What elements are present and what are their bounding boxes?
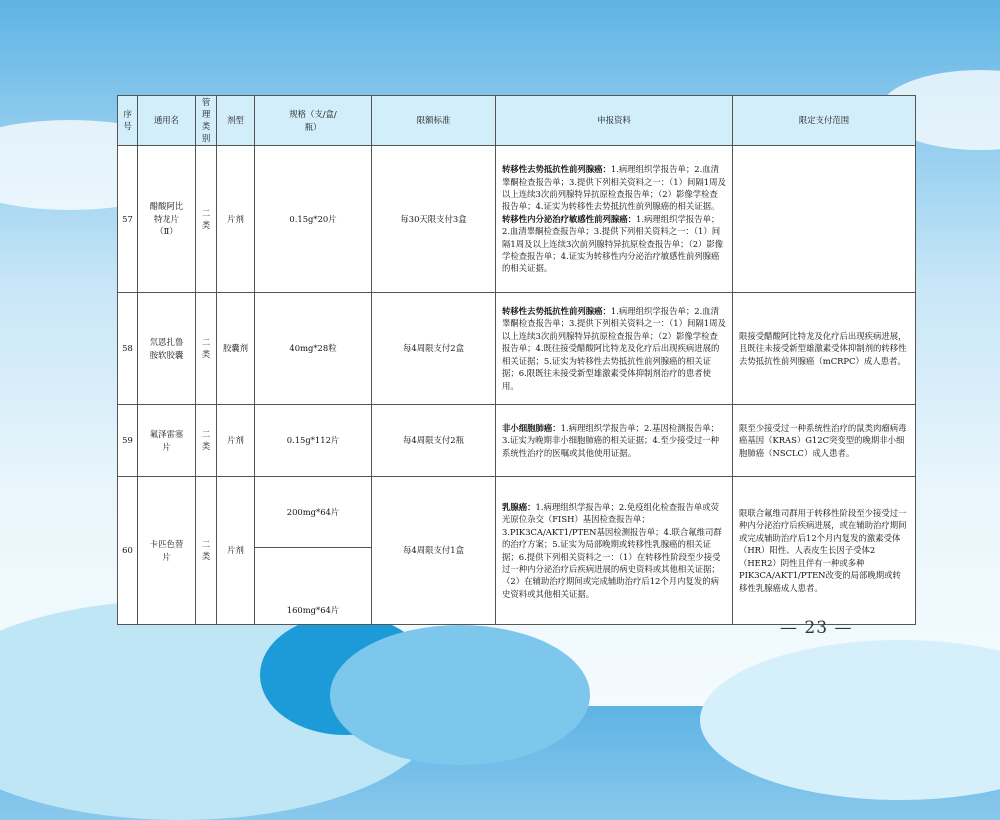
page-number: — 23 — [780,618,853,638]
docs-text: 1.病理组织学报告单；2.血清睾酮检查报告单；3.提供下列相关资料之一：（1）间隔1周及以上连续3次前列腺特异抗原检查报告单；（2）影像学检查报告单；4.证实为转移性内分泌治疗敏感性前列腺癌的相关证据。 [502,213,724,274]
cell-scope: 限至少接受过一种系统性治疗的鼠类肉瘤病毒癌基因（KRAS）G12C突变型的晚期非小细胞肺癌（NSCLC）成人患者。 [733,405,916,477]
header-no: 序号 [118,96,138,146]
cell-spec: 0.15g*112片 [255,405,372,477]
cell-limit: 每4周限支付1盒 [372,477,496,625]
cell-mgmt: 二类 [196,293,217,405]
header-docs: 申报资料 [496,96,733,146]
cell-spec: 40mg*28粒 [255,293,372,405]
docs-text: 1.病理组织学报告单；2.血清睾酮检查报告单；3.提供下列相关资料之一：（1）间隔1周及以上连续3次前列腺特异抗原检查报告单；（2）影像学检查报告单；4.既往接受醋酸阿比特龙及化疗后出现疾病进展的相关证据；5.证实为转移性去势抵抗性前列腺癌的相关证据；6.限既往未接受新型雄激素受体抑制剂治疗的患者使用。 [502,306,726,391]
cell-limit: 每4周限支付2盒 [372,293,496,405]
cell-form: 片剂 [217,405,255,477]
cell-no: 59 [118,405,138,477]
cell-no: 57 [118,146,138,293]
cell-scope: 限接受醋酸阿比特龙及化疗后出现疾病进展，且既往未接受新型雄激素受体抑制剂的转移性去势抵抗性前列腺癌（mCRPC）成人患者。 [733,293,916,405]
cell-limit: 每30天限支付3盒 [372,146,496,293]
docs-heading: 转移性内分泌治疗敏感性前列腺癌： [502,213,636,224]
table-row [118,293,916,405]
cell-mgmt: 二类 [196,146,217,293]
cell-mgmt: 二类 [196,405,217,477]
cell-name: 卡匹色替片 [138,477,196,625]
docs-heading: 转移性去势抵抗性前列腺癌： [502,306,611,317]
cell-no: 58 [118,293,138,405]
hill-decoration [330,625,590,765]
cell-spec: 160mg*64片 [255,548,372,625]
drug-table [117,95,916,625]
cell-spec: 0.15g*20片 [255,146,372,293]
cell-scope: 限联合氟维司群用于转移性阶段至少接受过一种内分泌治疗后疾病进展，或在辅助治疗期间或完成辅助治疗后12个月内复发的激素受体（HR）阳性、人表皮生长因子受体2（HER2）阴性且伴有一种或多种PIK3CA/AKT1/PTEN改变的局部晚期或转移性乳腺癌成人患者。 [733,477,916,625]
cell-name: 氟泽雷塞片 [138,405,196,477]
header-mgmt: 管理类别 [196,96,217,146]
cell-docs [496,146,733,293]
cell-name: 氘恩扎鲁胺软胶囊 [138,293,196,405]
docs-text: 1.病理组织学报告单；2.基因检测报告单；3.证实为晚期非小细胞肺癌的相关证据；4.至少接受过一种系统性治疗的医嘱或其他使用证据。 [502,422,719,458]
cell-no: 60 [118,477,138,625]
table-row [118,477,916,548]
cell-form: 片剂 [217,477,255,625]
header-form: 剂型 [217,96,255,146]
table-row [118,146,916,293]
docs-heading: 乳腺癌： [502,501,536,512]
table-row [118,405,916,477]
cell-name: 醋酸阿比特龙片（Ⅱ） [138,146,196,293]
cell-docs [496,477,733,625]
docs-heading: 转移性去势抵抗性前列腺癌： [502,164,611,175]
cell-scope [733,146,916,293]
cell-docs [496,405,733,477]
header-scope: 限定支付范围 [733,96,916,146]
header-limit: 限额标准 [372,96,496,146]
header-spec: 规格（支/盒/瓶） [255,96,372,146]
header-name: 通用名 [138,96,196,146]
hill-decoration [700,640,1000,800]
cell-mgmt: 二类 [196,477,217,625]
docs-heading: 非小细胞肺癌： [502,422,561,433]
cell-form: 片剂 [217,146,255,293]
cell-spec: 200mg*64片 [255,477,372,548]
docs-text: 1.病理组织学报告单；2.血清睾酮检查报告单；3.提供下列相关资料之一：（1）间隔1周及以上连续3次前列腺特异抗原检查报告单；（2）影像学检查报告单；4.证实为转移性去势抵抗性前列腺癌的相关证据。 [502,164,726,212]
docs-text: 1.病理组织学报告单；2.免疫组化检查报告单或荧光原位杂交（FISH）基因检查报告单；3.PIK3CA/AKT1/PTEN基因检测报告单；4.联合氟维司群的治疗方案；5.证实为局部晚期或转移性乳腺癌的相关证据；6.提供下列相关资料之一：（1）在转移性阶段至少接受过一种内分泌治疗后疾病进展的病史资料或其他相关证据；（2）在辅助治疗期间或完成辅助治疗后12个月内复发的病史资料或其他相关证据。 [502,501,722,599]
cell-form: 胶囊剂 [217,293,255,405]
cell-limit: 每4周限支付2瓶 [372,405,496,477]
cell-docs [496,293,733,405]
table-header-row [118,96,916,146]
